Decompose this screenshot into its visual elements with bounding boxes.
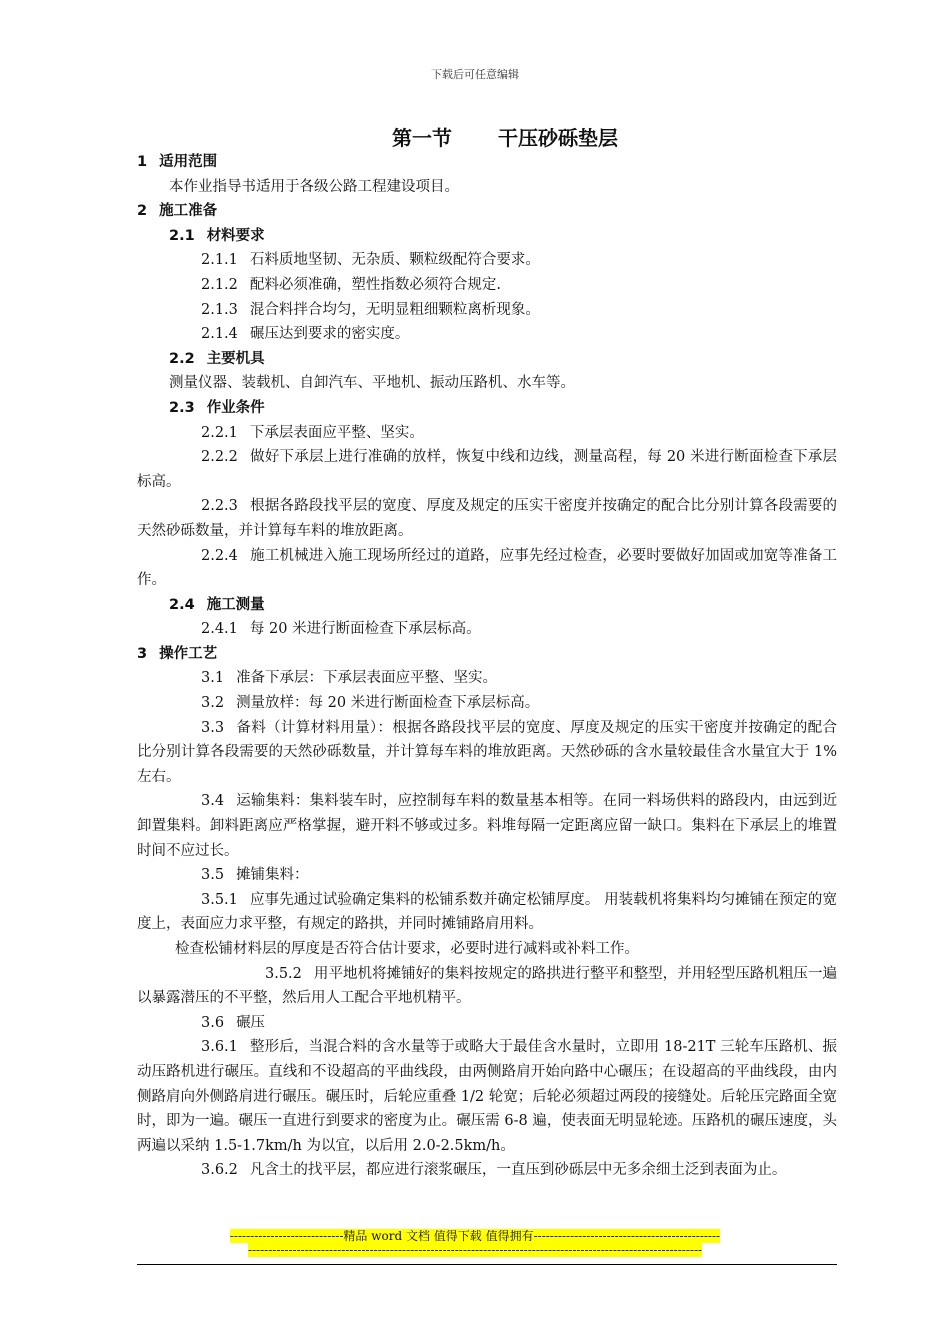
item-2-2-2: 2.2.2 做好下承层上进行准确的放样，恢复中线和边线，测量高程，每 20 米进行断面检查下承层标高。 (137, 449, 837, 490)
item-2-4-1: 2.4.1 每 20 米进行断面检查下承层标高。 (201, 621, 481, 638)
paragraph: 检查松铺材料层的厚度是否符合估计要求，必要时进行减料或补料工作。 (175, 941, 639, 957)
item-2-2-1: 2.2.1 下承层表面应平整、坚实。 (201, 424, 424, 441)
item-3-5-1: 3.5.1 应事先通过试验确定集料的松铺系数并确定松铺厚度。 用装载机将集料均匀摊铺在预定的宽度上，表面应力求平整，有规定的路拱，并同时摊铺路肩用料。 (137, 891, 837, 933)
item-2-2-4: 2.2.4 施工机械进入施工现场所经过的道路，应事先经过检查，必要时要做好加固或加宽等准备工作。 (137, 547, 837, 589)
heading-2: 2 施工准备 (137, 203, 218, 220)
item-3-5-2: 3.5.2 用平地机将摊铺好的集料按规定的路拱进行整平和整型，并用轻型压路机粗压一遍以暴露潜压的不平整，然后用人工配合平地机精平。 (137, 965, 837, 1007)
section-title (0, 122, 950, 151)
item-3-4: 3.4 运输集料：集料装车时，应控制每车料的数量基本相等。在同一料场供料的路段内，由远到近卸置集料。卸料距离应严格掌握，避开料不够或过多。料堆每隔一定距离应留一缺口。集料在下承层上的堆置时间不应过长。 (137, 793, 837, 859)
item-3-6-1: 3.6.1 整形后，当混合料的含水量等于或略大于最佳含水量时，立即用 18-21T 三轮车压路机、振动压路机进行碾压。直线和不设超高的平曲线段，由两侧路肩开始向路中心碾压；在设超高的平曲线段，由内侧路肩向外侧路肩进行碾压。碾压时，后轮应重叠 1/2 轮宽；后轮必须超过两段的接缝处。后轮压完路面全宽时，即为一遍。碾压一直进行到要求的密度为止。碾压需 6-8 遍，使表面无明显轮迹。压路机的碾压速度，头两遍以采纳 1.5-1.7km/h 为以宜，以后用 2.0-2.5km/h。 (137, 1039, 837, 1154)
section-title-number: 第一节 (392, 126, 452, 150)
paragraph: 测量仪器、装载机、自卸汽车、平地机、振动压路机、水车等。 (169, 375, 575, 392)
heading-2-1: 2.1 材料要求 (169, 227, 265, 244)
item-2-2-3: 2.2.3 根据各路段找平层的宽度、厚度及规定的压实干密度并按确定的配合比分别计算各段需要的天然砂砾数量，并计算每车料的堆放距离。 (137, 498, 837, 539)
heading-1: 1 适用范围 (137, 154, 218, 170)
item-3-6: 3.6 碾压 (201, 1014, 266, 1031)
item-3-6-2: 3.6.2 凡含土的找平层，都应进行滚浆碾压，一直压到砂砾层中无多余细土泛到表面为止。 (201, 1162, 787, 1179)
footer-line-2: ---------------------------------------------------------------------------------------------------------------- (247, 1243, 703, 1257)
item-2-1-2: 2.1.2 配料必须准确，塑性指数必须符合规定. (201, 276, 502, 293)
heading-2-3: 2.3 作业条件 (169, 399, 265, 416)
footer-line-1: ----------------------------精品 word 文档 值得下载 值得拥有---------------------------------------------- (229, 1229, 721, 1243)
page-header-note: 下载后可任意编辑 (431, 68, 519, 81)
item-3-2: 3.2 测量放样：每 20 米进行断面检查下承层标高。 (201, 695, 540, 712)
document-body (137, 150, 837, 1183)
item-3-1: 3.1 准备下承层：下承层表面应平整、坚实。 (201, 670, 498, 687)
heading-2-2: 2.2 主要机具 (169, 350, 265, 367)
paragraph: 本作业指导书适用于各级公路工程建设项目。 (169, 178, 459, 195)
section-title-text: 干压砂砾垫层 (498, 126, 618, 150)
item-2-1-3: 2.1.3 混合料拌合均匀，无明显粗细颗粒离析现象。 (201, 301, 540, 318)
item-2-1-1: 2.1.1 石料质地坚韧、无杂质、颗粒级配符合要求。 (201, 252, 540, 269)
heading-2-4: 2.4 施工测量 (169, 596, 265, 613)
footer-rule (137, 1264, 837, 1265)
item-3-5: 3.5 摊铺集料： (201, 867, 309, 884)
heading-3: 3 操作工艺 (137, 645, 218, 662)
item-3-3: 3.3 备料（计算材料用量）：根据各路段找平层的宽度、厚度及规定的压实干密度并按确定的配合比分别计算各段需要的天然砂砾数量，并计算每车料的堆放距离。天然砂砾的含水量较最佳含水量宜大于 1%左右。 (137, 719, 837, 785)
item-2-1-4: 2.1.4 碾压达到要求的密实度。 (201, 326, 410, 343)
footer-banner (0, 1229, 950, 1257)
